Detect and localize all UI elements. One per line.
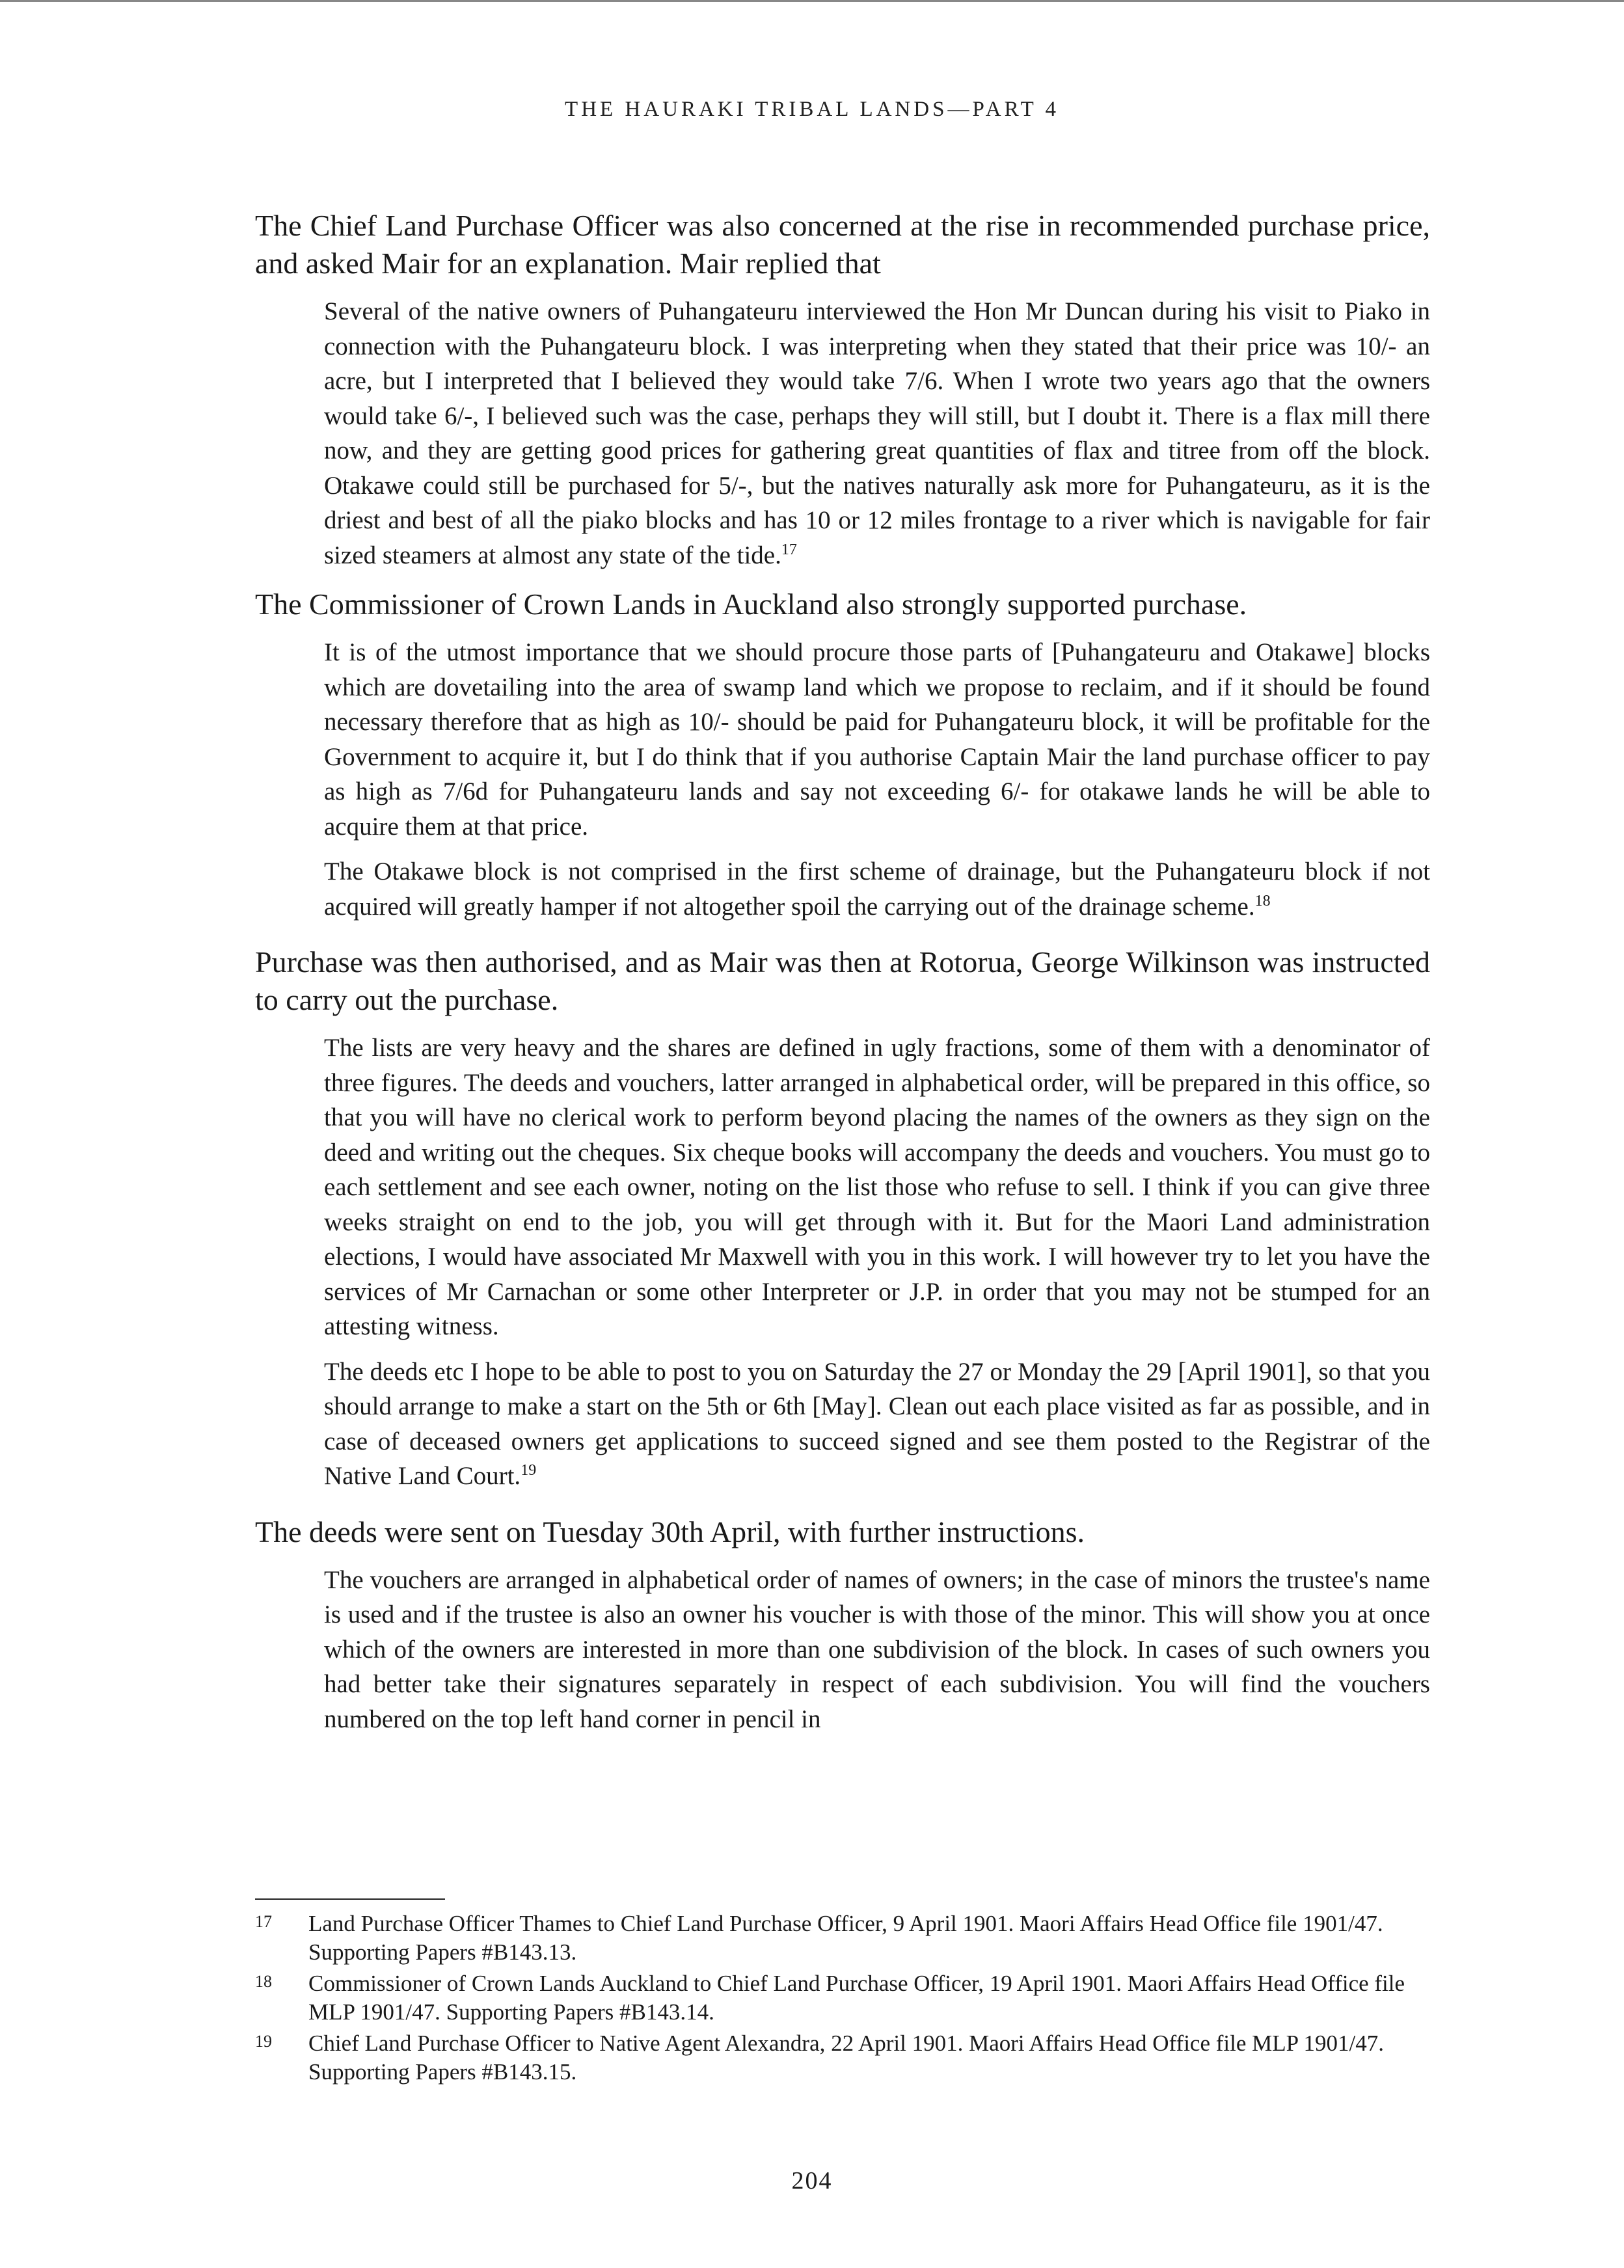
footnote-ref: 18 — [1254, 892, 1271, 910]
paragraph-text: The Chief Land Purchase Officer was also concerned at the rise in recommended purchase price, and asked Mair for an explanation. Mair replied that — [255, 209, 1430, 280]
block-quote-commissioner — [324, 635, 1430, 924]
quote-text: It is of the utmost importance that we should procure those parts of [Puhangateuru and Otakawe] blocks which are dovetailing into the area of swamp land which we propose to reclaim, and if it should be found necessary therefore that as high as 10/- should be paid for Puhangateuru block, it will be profitable for the Government to acquire it, but I do think that if you authorise Captain Mair the land purchase officer to pay as high as 7/6d for Puhangateuru lands and say not exceeding 6/- for otakawe lands he will be able to acquire them at that price. — [324, 638, 1430, 841]
footnote-number: 17 — [255, 1912, 272, 1931]
paragraph-text: The Commissioner of Crown Lands in Auckland also strongly supported purchase. — [255, 587, 1247, 621]
quote-paragraph — [324, 635, 1430, 844]
footnote-number: 18 — [255, 1972, 272, 1991]
quote-text: The deeds etc I hope to be able to post to you on Saturday the 27 or Monday the 29 [April 1901], so that you should arrange to make a start on the 5th or 6th [May]. Clean out each place visited as far as possible, and in case of deceased owners get applications to succeed signed and see them posted to the Registrar of the Native Land Court. — [324, 1357, 1430, 1490]
paragraph-commissioner-support — [255, 586, 1430, 623]
top-rule — [0, 0, 1624, 2]
paragraph-purchase-authorised — [255, 943, 1430, 1019]
quote-paragraph — [324, 1355, 1430, 1494]
page-number: 204 — [791, 2167, 833, 2194]
footnote-text: Chief Land Purchase Officer to Native Agent Alexandra, 22 April 1901. Maori Affairs Head Office file MLP 1901/47. Supporting Papers #B143.15. — [308, 2031, 1385, 2085]
block-quote-mair — [324, 294, 1430, 573]
quote-paragraph — [324, 1563, 1430, 1737]
footnote-separator — [255, 1898, 445, 1900]
quote-text: The Otakawe block is not comprised in the first scheme of drainage, but the Puhangateuru block if not acquired will greatly hamper if not altogether spoil the carrying out of the drainage scheme. — [324, 857, 1430, 921]
quote-text: The vouchers are arranged in alphabetical order of names of owners; in the case of minors the trustee's name is used and if the trustee is also an owner his voucher is with those of the minor. This will show you at once which of the owners are interested in more than one subdivision of the block. In cases of such owners you had better take their signatures separately in respect of each subdivision. You will find the vouchers numbered on the top left hand corner in pencil in — [324, 1565, 1430, 1733]
footnote-number: 19 — [255, 2032, 272, 2051]
footnote-text: Commissioner of Crown Lands Auckland to Chief Land Purchase Officer, 19 April 1901. Maori Affairs Head Office file MLP 1901/47. Supporting Papers #B143.14. — [308, 1971, 1405, 2025]
paragraph-chief-officer-concern — [255, 207, 1430, 282]
quote-text: The lists are very heavy and the shares are defined in ugly fractions, some of them with a denominator of three figures. The deeds and vouchers, latter arranged in alphabetical order, will be prepared in this office, so that you will have no clerical work to perform beyond placing the names of the owners as they sign on the deed and writing out the cheques. Six cheque books will accompany the deeds and vouchers. You must go to each settlement and see each owner, noting on the list those who refuse to sell. I think if you can give three weeks straight on end to the job, you will get through with it. But for the Maori Land administration elections, I would have associated Mr Maxwell with you in this work. I will however try to let you have the services of Mr Carnachan or some other Interpreter or J.P. in order that you may not be stumped for an attesting witness. — [324, 1034, 1430, 1340]
paragraph-text: Purchase was then authorised, and as Mair was then at Rotorua, George Wilkinson was instructed to carry out the purchase. — [255, 945, 1430, 1016]
paragraph-deeds-sent — [255, 1513, 1430, 1551]
block-quote-instructions — [324, 1031, 1430, 1494]
main-content — [255, 207, 1430, 1749]
footnote — [255, 1910, 1430, 1967]
footnote-ref: 17 — [781, 541, 797, 558]
quote-text: Several of the native owners of Puhangateuru interviewed the Hon Mr Duncan during his visit to Piako in connection with the Puhangateuru block. I was interpreting when they stated that their price was 10/- an acre, but I interpreted that I believed they would take 7/6. When I wrote two years ago that the owners would take 6/-, I believed such was the case, perhaps they will still, but I doubt it. There is a flax mill there now, and they are getting good prices for gathering great quantities of flax and titree from off the block. Otakawe could still be purchased for 5/-, but the natives naturally ask more for Puhangateuru, as it is the driest and best of all the piako blocks and has 10 or 12 miles frontage to a river which is navigable for fair sized steamers at almost any state of the tide. — [324, 297, 1430, 569]
quote-paragraph — [324, 1031, 1430, 1344]
footnote-ref: 19 — [521, 1462, 537, 1479]
footnote — [255, 1969, 1430, 2027]
paragraph-text: The deeds were sent on Tuesday 30th April, with further instructions. — [255, 1515, 1085, 1548]
footnote-text: Land Purchase Officer Thames to Chief Land Purchase Officer, 9 April 1901. Maori Affairs Head Office file 1901/47. Supporting Papers #B143.13. — [308, 1911, 1383, 1965]
running-header: THE HAURAKI TRIBAL LANDS—PART 4 — [565, 98, 1059, 121]
footnote — [255, 2029, 1430, 2086]
footnotes — [255, 1910, 1430, 2089]
block-quote-vouchers — [324, 1563, 1430, 1737]
quote-paragraph — [324, 854, 1430, 924]
quote-paragraph — [324, 294, 1430, 573]
